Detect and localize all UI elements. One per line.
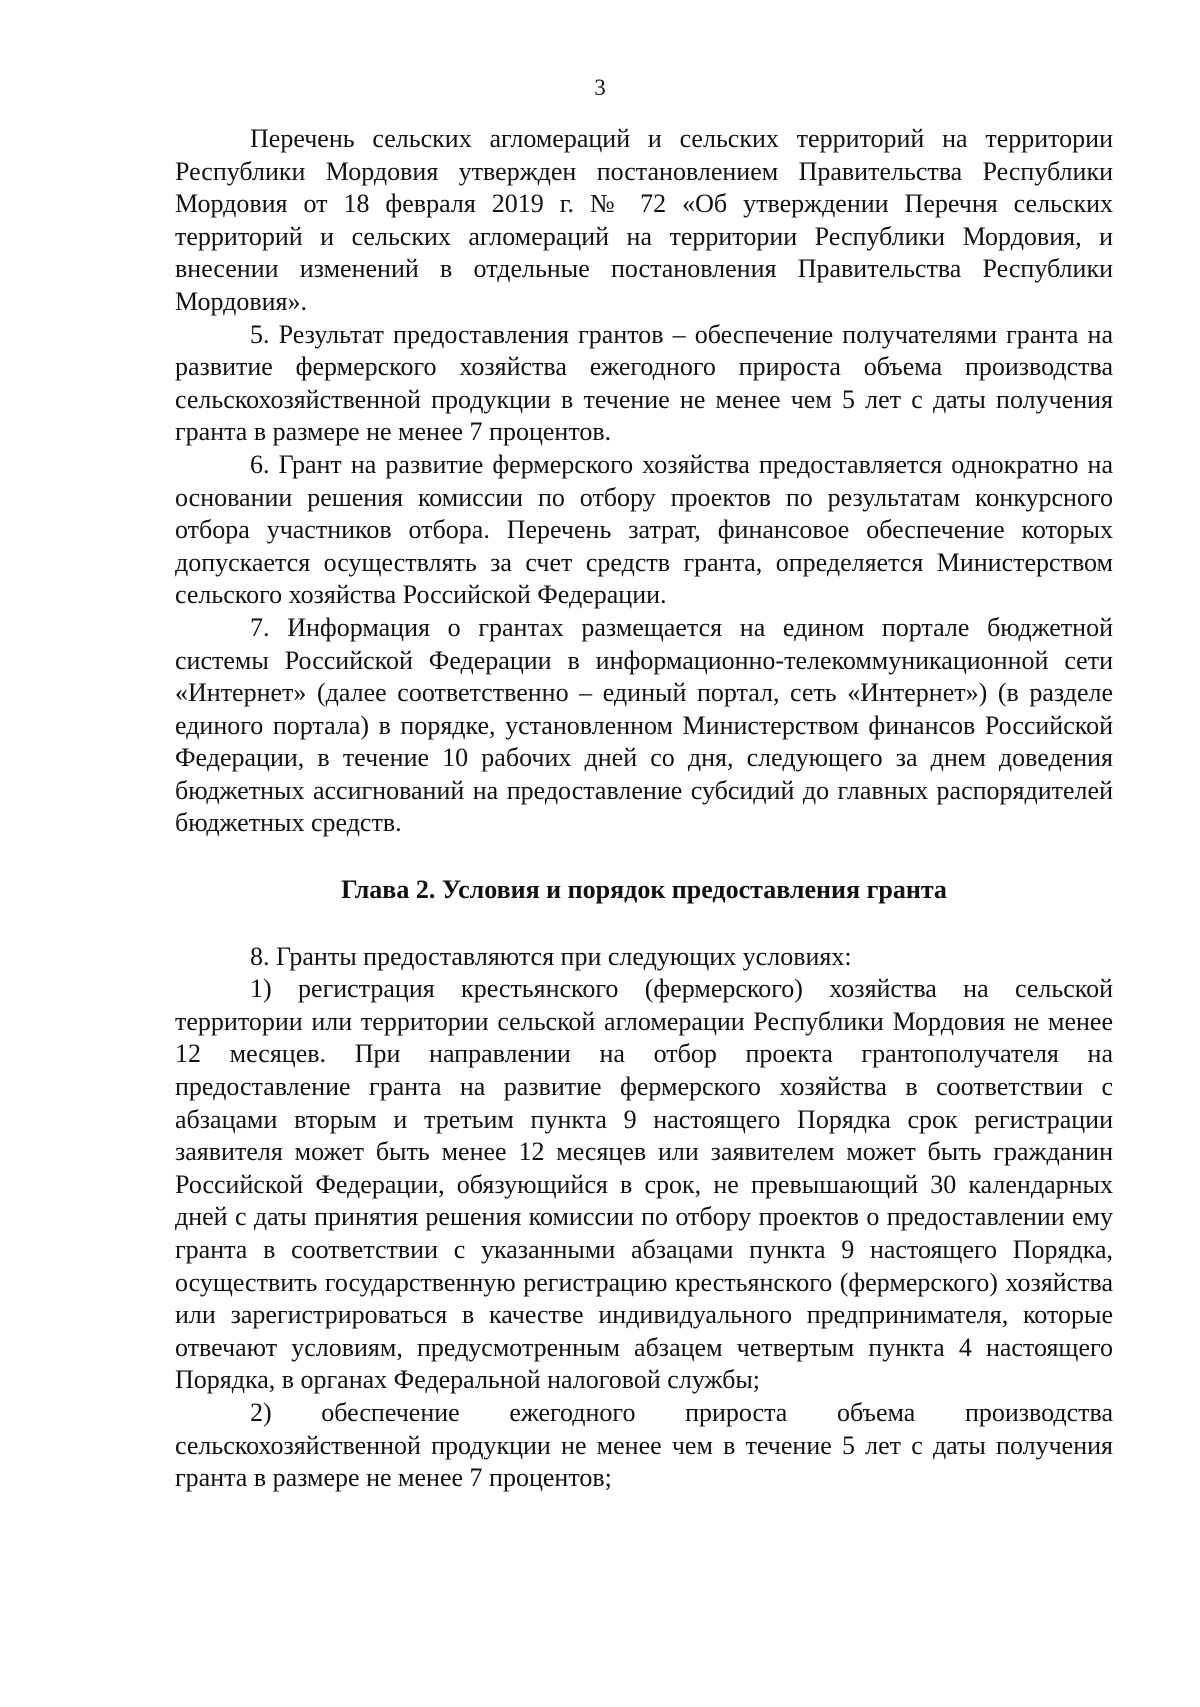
condition-2-production-growth: 2) обеспечение ежегодного прироста объема производства сельскохозяйственной продукции не менее чем в течение 5 лет с даты получения гранта в размере не менее 7 процентов; [175, 1397, 1113, 1493]
condition-1-registration: 1) регистрация крестьянского (фермерского) хозяйства на сельской территории или территории сельской агломерации Республики Мордовия не менее 12 месяцев. При направлении на отбор проекта грантополучателя на предоставление гранта на развитие фермерского хозяйства в соответствии с абзацами вторым и третьим пункта 9 настоящего Порядка срок регистрации заявителя может быть менее 12 месяцев или заявителем может быть гражданин Российской Федерации, обязующийся в срок, не превышающий 30 календарных дней с даты принятия решения комиссии по отбору проектов о предоставлении ему гранта в соответствии с указанными абзацами пункта 9 настоящего Порядка, осуществить государственную регистрацию крестьянского (фермерского) хозяйства или зарегистрироваться в качестве индивидуального предпринимателя, которые отвечают условиям, предусмотренным абзацем четвертым пункта 4 настоящего Порядка, в органах Федеральной налоговой службы; [175, 974, 1113, 1395]
paragraph-agglomerations-list: Перечень сельских агломераций и сельских территорий на территории Республики Мордовия утвержден постановлением Правительства Республики Мордовия от 18 февраля 2019 г. № 72 «Об утверждении Перечня сельских территорий и сельских агломераций на территории Республики Мордовия, и внесении изменений в отдельные постановления Правительства Республики Мордовия». [175, 124, 1113, 316]
paragraph-5-grant-result: 5. Результат предоставления грантов – обеспечение получателями гранта на развитие фермерского хозяйства ежегодного прироста объема производства сельскохозяйственной продукции в течение не менее чем 5 лет с даты получения гранта в размере не менее 7 процентов. [175, 319, 1113, 447]
paragraph-6-grant-provision: 6. Грант на развитие фермерского хозяйства предоставляется однократно на основании решения комиссии по отбору проектов по результатам конкурсного отбора участников отбора. Перечень затрат, финансовое обеспечение которых допускается осуществлять за счет средств гранта, определяется Министерством сельского хозяйства Российской Федерации. [175, 449, 1113, 610]
paragraph-7-grant-information: 7. Информация о грантах размещается на едином портале бюджетной системы Российской Федерации в информационно-телекоммуникационной сети «Интернет» (далее соответственно – единый портал, сеть «Интернет») (в разделе единого портала) в порядке, установленном Министерством финансов Российской Федерации, в течение 10 рабочих дней со дня, следующего за днем доведения бюджетных ассигнований на предоставление субсидий до главных распорядителей бюджетных средств. [175, 612, 1113, 838]
chapter-2-heading: Глава 2. Условия и порядок предоставления гранта [341, 875, 947, 905]
document-body [175, 123, 1113, 1495]
page-number: 3 [594, 75, 606, 100]
paragraph-8-conditions: 8. Гранты предоставляются при следующих условиях: [250, 941, 852, 971]
